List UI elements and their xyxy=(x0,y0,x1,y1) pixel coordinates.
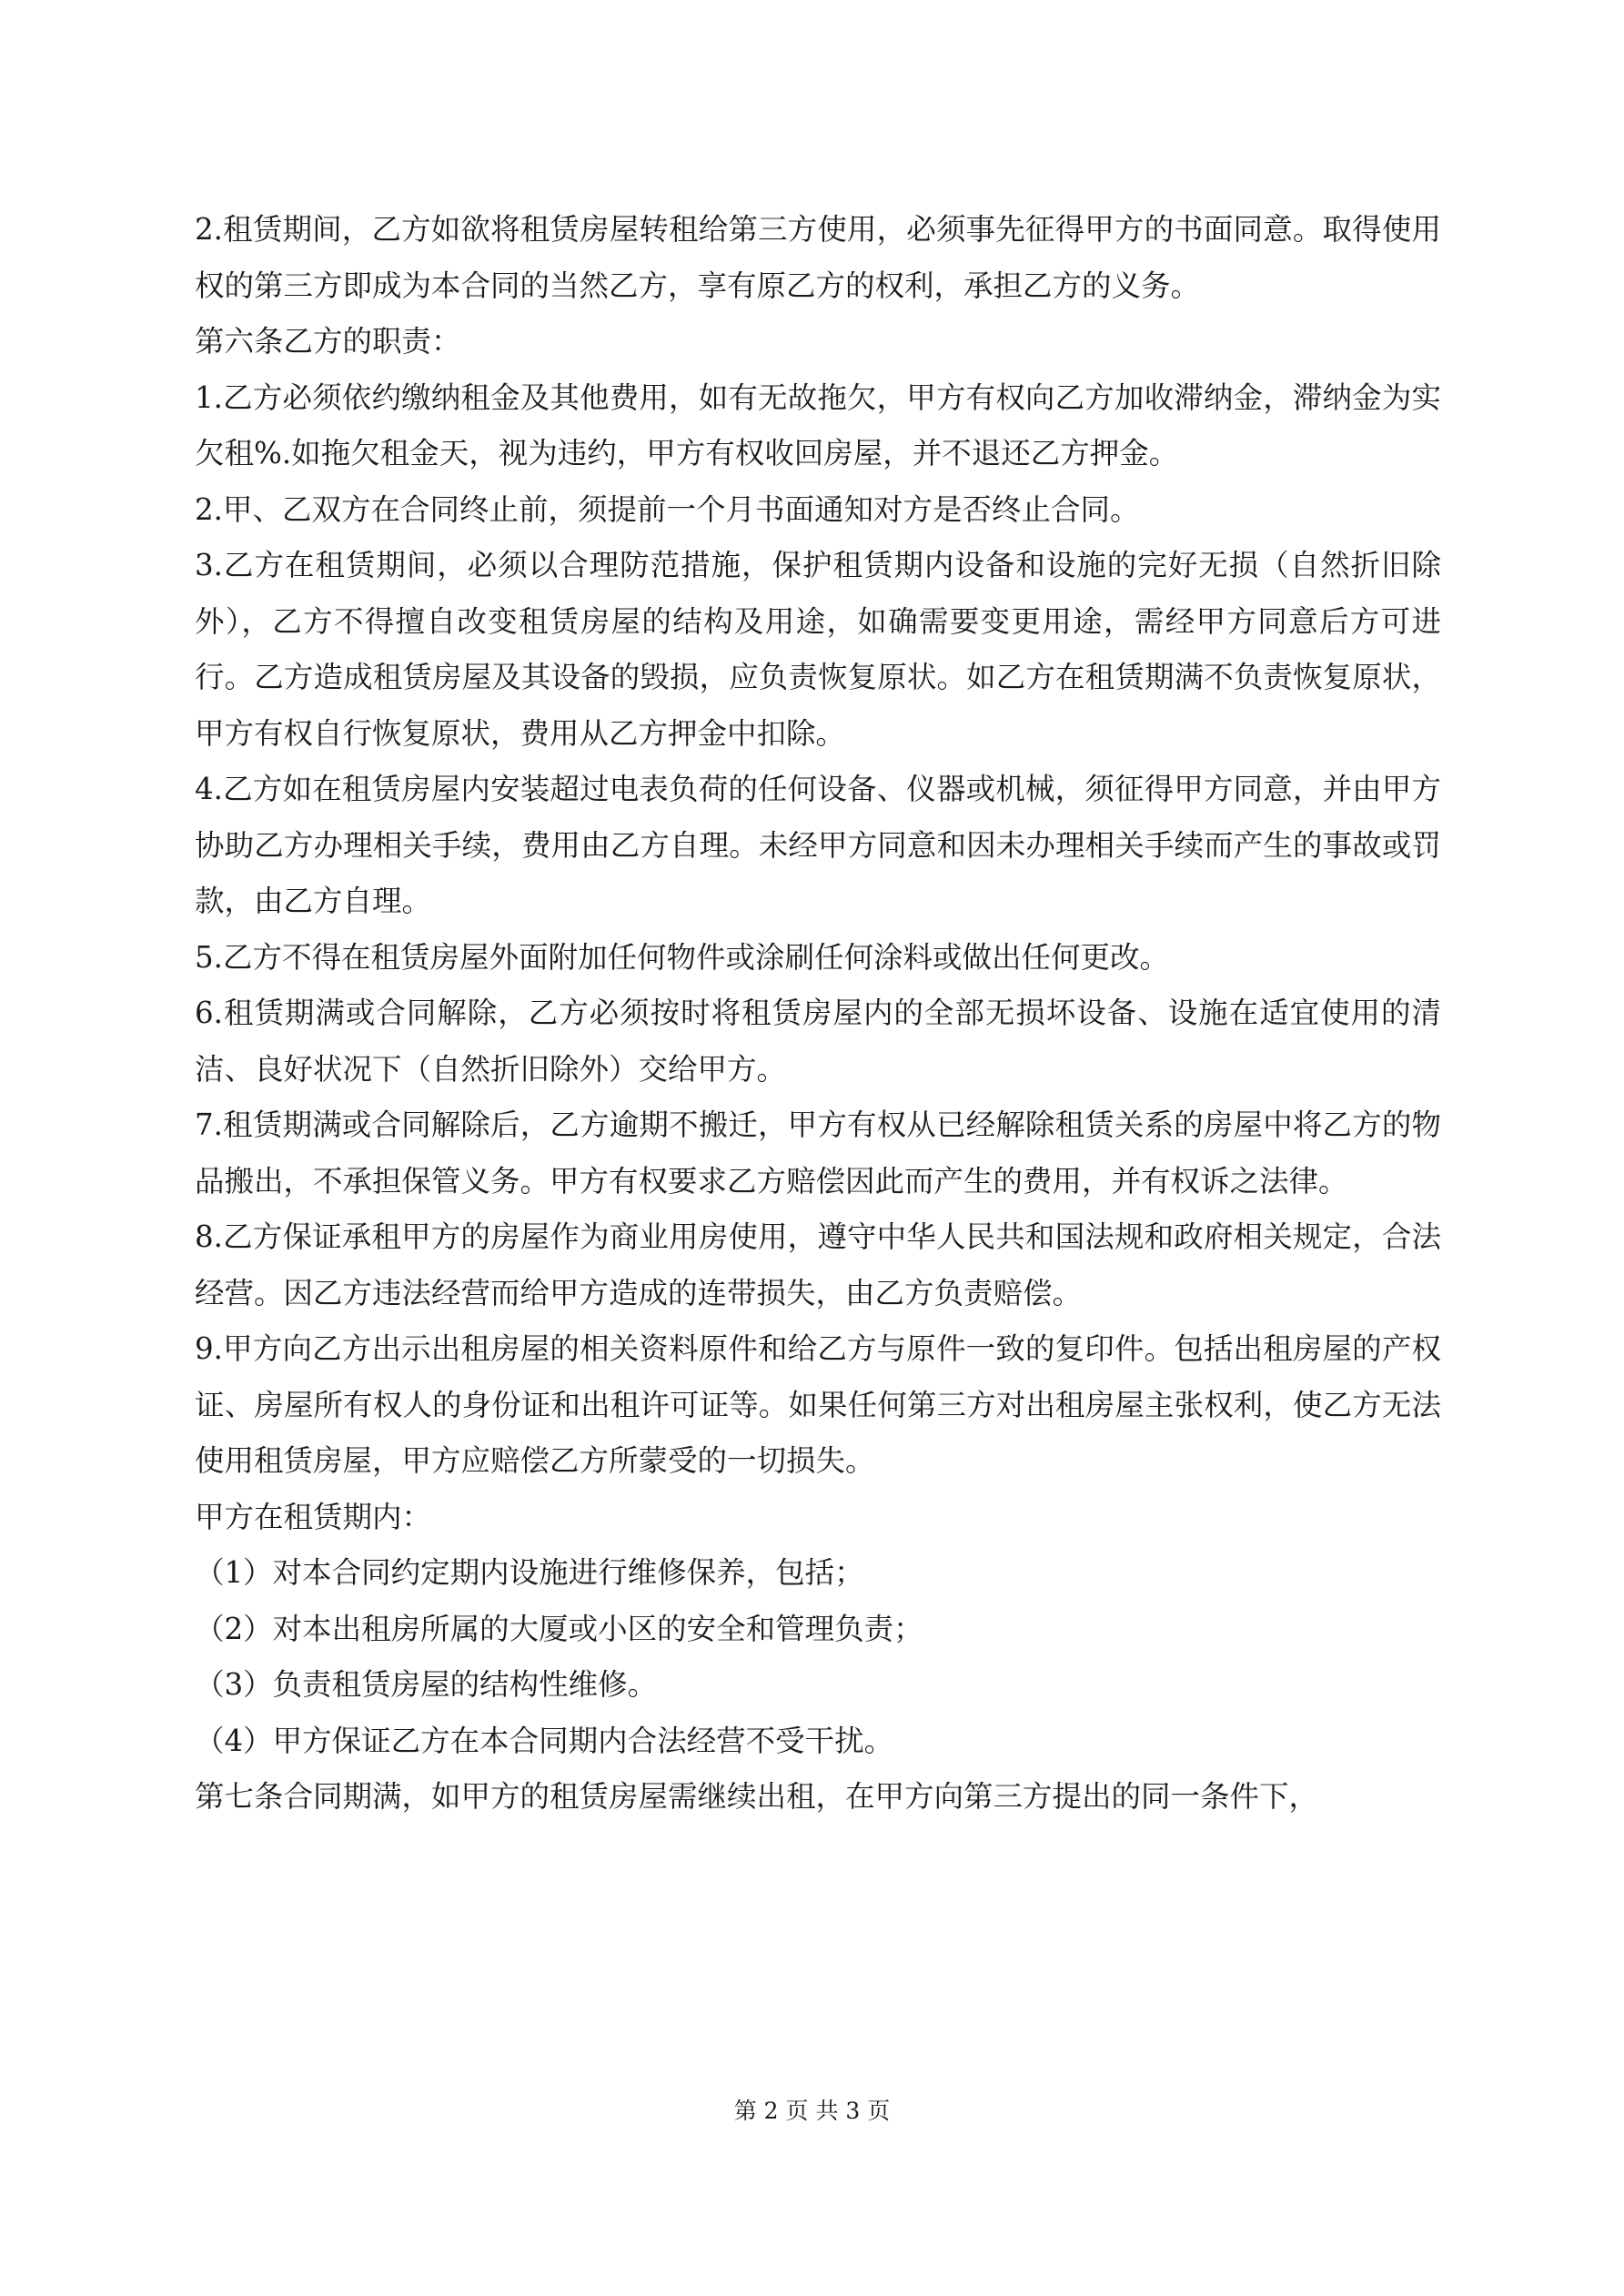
paragraph-party-a-duties-heading: 甲方在租赁期内： xyxy=(195,1499,432,1534)
paragraph-article-7: 第七条合同期满，如甲方的租赁房屋需继续出租，在甲方向第三方提出的同一条件下， xyxy=(195,1779,1319,1814)
paragraph-clause-6-9: 9.甲方向乙方出示出租房屋的相关资料原件和给乙方与原件一致的复印件。包括出租房屋的产权证、房屋所有权人的身份证和出租许可证等。如果任何第三方对出租房屋主张权利，使乙方无法使用租赁房屋，甲方应赔偿乙方所蒙受的一切损失。 xyxy=(195,1331,1441,1478)
document-body xyxy=(195,202,1441,1826)
list-item-duty-2: （2）对本出租房所属的大厦或小区的安全和管理负责； xyxy=(195,1611,923,1646)
list-item-duty-4: （4）甲方保证乙方在本合同期内合法经营不受干扰。 xyxy=(195,1723,894,1758)
paragraph-clause-6-4: 4.乙方如在租赁房屋内安装超过电表负荷的任何设备、仪器或机械，须征得甲方同意，并由甲方协助乙方办理相关手续，费用由乙方自理。未经甲方同意和因未办理相关手续而产生的事故或罚款，由乙方自理。 xyxy=(195,772,1441,918)
paragraph-clause-5-2: 2.租赁期间，乙方如欲将租赁房屋转租给第三方使用，必须事先征得甲方的书面同意。取得使用权的第三方即成为本合同的当然乙方，享有原乙方的权利，承担乙方的义务。 xyxy=(195,212,1441,303)
paragraph-clause-6-6: 6.租赁期满或合同解除，乙方必须按时将租赁房屋内的全部无损坏设备、设施在适宜使用的清洁、良好状况下（自然折旧除外）交给甲方。 xyxy=(195,996,1441,1087)
paragraph-clause-6-7: 7.租赁期满或合同解除后，乙方逾期不搬迁，甲方有权从已经解除租赁关系的房屋中将乙方的物品搬出，不承担保管义务。甲方有权要求乙方赔偿因此而产生的费用，并有权诉之法律。 xyxy=(195,1108,1441,1199)
list-item-duty-3: （3）负责租赁房屋的结构性维修。 xyxy=(195,1667,658,1702)
paragraph-clause-6-5: 5.乙方不得在租赁房屋外面附加任何物件或涂刷任何涂料或做出任何更改。 xyxy=(195,939,1170,975)
page-footer: 第 2 页 共 3 页 xyxy=(733,2098,891,2124)
paragraph-clause-6-2: 2.甲、乙双方在合同终止前，须提前一个月书面通知对方是否终止合同。 xyxy=(195,491,1140,527)
list-item-duty-1: （1）对本合同约定期内设施进行维修保养，包括； xyxy=(195,1555,864,1590)
heading-article-6: 第六条乙方的职责： xyxy=(195,324,461,359)
paragraph-clause-6-8: 8.乙方保证承租甲方的房屋作为商业用房使用，遵守中华人民共和国法规和政府相关规定，合法经营。因乙方违法经营而给甲方造成的连带损失，由乙方负责赔偿。 xyxy=(195,1219,1441,1310)
paragraph-clause-6-3: 3.乙方在租赁期间，必须以合理防范措施，保护租赁期内设备和设施的完好无损（自然折旧除外），乙方不得擅自改变租赁房屋的结构及用途，如确需要变更用途，需经甲方同意后方可进行。乙方造成租赁房屋及其设备的毁损，应负责恢复原状。如乙方在租赁期满不负责恢复原状，甲方有权自行恢复原状，费用从乙方押金中扣除。 xyxy=(195,548,1441,751)
paragraph-clause-6-1: 1.乙方必须依约缴纳租金及其他费用，如有无故拖欠，甲方有权向乙方加收滞纳金，滞纳金为实欠租%.如拖欠租金天，视为违约，甲方有权收回房屋，并不退还乙方押金。 xyxy=(195,379,1441,470)
